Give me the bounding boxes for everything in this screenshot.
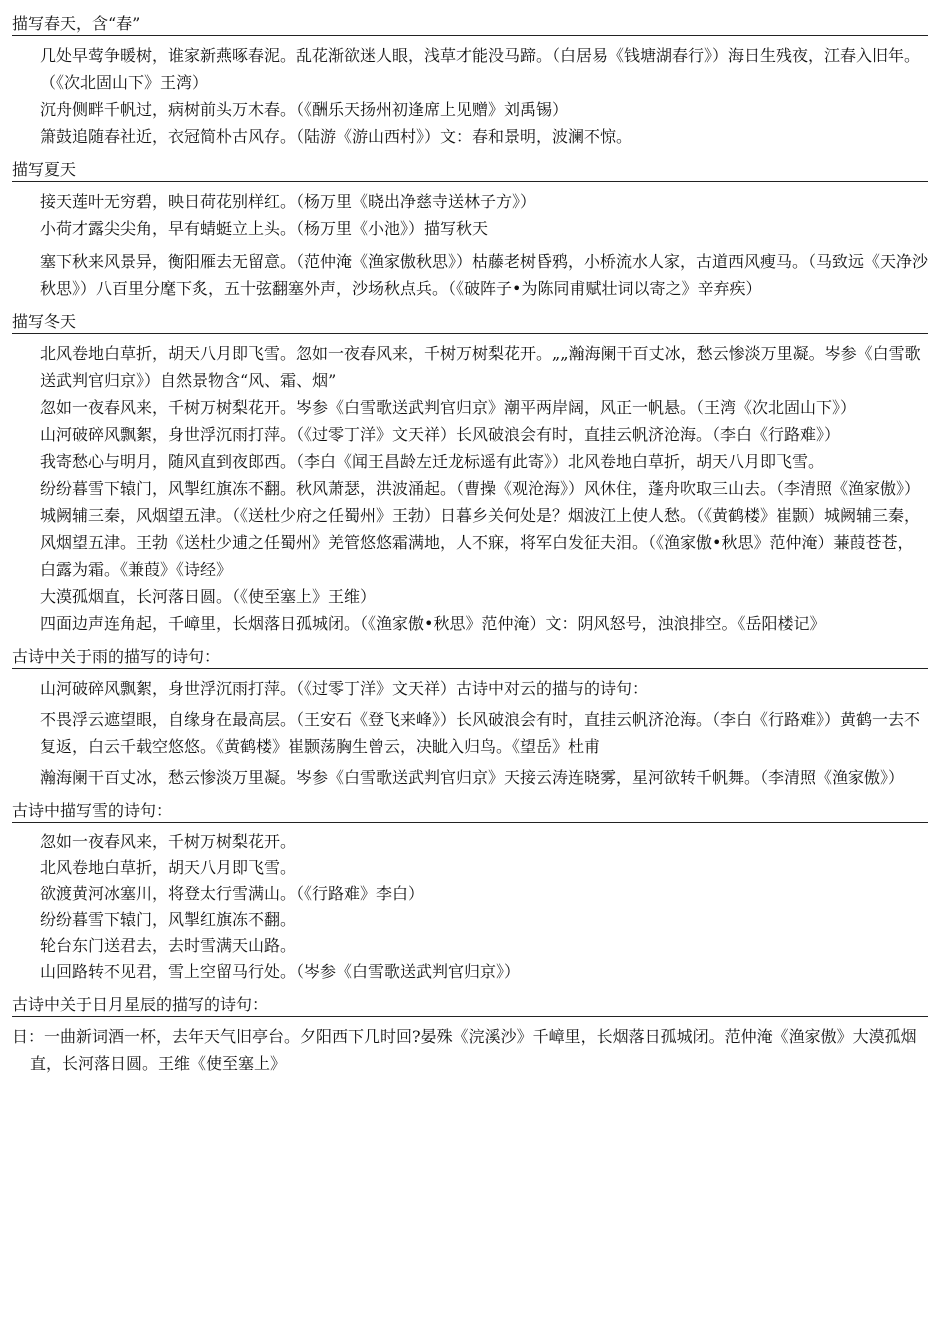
paragraph: 山回路转不见君，雪上空留马行处。（岑参《白雪歌送武判官归京》） [40,962,521,981]
paragraph: 纷纷暮雪下辕门，风掣红旗冻不翻。秋风萧瑟，洪波涌起。（曹操《观沧海》）风休住，蓬舟吹取三山去。（李清照《渔家傲》）城阙辅三秦，风烟望五津。（《送杜少府之任蜀州》王勃）日暮乡关何处是？烟波江上使人愁。（《黄鹤楼》崔颢）城阙辅三秦，风烟望五津。王勃《送杜少逋之任蜀州》羌管悠悠霜满地，人不寐，将军白发征夫泪。（《渔家傲•秋思》范仲淹）蒹葭苍苍，白露为霜。《兼葭》《诗经》 [40,479,921,579]
section-heading: 古诗中描写雪的诗句： [12,801,928,823]
paragraph: 四面边声连角起，千嶂里，长烟落日孤城闭。（《渔家傲•秋思》范仲淹）文：阴风怒号，浊浪排空。《岳阳楼记》 [40,614,826,633]
paragraph: 轮台东门送君去，去时雪满天山路。 [40,936,297,955]
paragraph: 大漠孤烟直，长河落日圆。（《使至塞上》王维） [40,587,377,606]
paragraph: 小荷才露尖尖角，早有蜻蜓立上头。（杨万里《小池》）描写秋天 [40,219,489,238]
section-spring [12,14,928,150]
paragraph: 山河破碎风飘絮，身世浮沉雨打萍。（《过零丁洋》文天祥）古诗中对云的描与的诗句： [40,679,649,698]
section-heading: 描写冬天 [12,312,928,334]
paragraph: 塞下秋来风景异，衡阳雁去无留意。（范仲淹《渔家傲秋思》）枯藤老树昏鸦，小桥流水人家，古道西风瘦马。（马致远《天净沙秋思》）八百里分麾下炙，五十弦翻塞外声，沙场秋点兵。（《破阵子•为陈同甫赋壮词以寄之》辛弃疾） [40,252,929,298]
paragraph: 瀚海阑干百丈冰，愁云惨淡万里凝。岑参《白雪歌送武判官归京》天接云涛连晓雾，星河欲转千帆舞。（李清照《渔家傲》） [40,768,905,787]
section-heading: 古诗中关于日月星辰的描写的诗句： [12,995,928,1017]
paragraph: 纷纷暮雪下辕门，风掣红旗冻不翻。 [40,910,297,929]
paragraph: 忽如一夜春风来，千树万树梨花开。 [40,832,297,851]
section-summer [12,160,928,302]
paragraph: 北风卷地白草折，胡天八月即飞雪。忽如一夜春风来，千树万树梨花开。„„瀚海阑干百丈冰，愁云惨淡万里凝。岑参《白雪歌送武判官归京》）自然景物含“风、霜、烟” [40,344,921,390]
paragraph: 不畏浮云遮望眼，自缘身在最高层。（王安石《登飞来峰》）长风破浪会有时，直挂云帆济沧海。（李白《行路难》）黄鹤一去不复返，白云千载空悠悠。《黄鹤楼》崔颢荡胸生曾云，决眦入归鸟。《望岳》杜甫 [40,710,921,756]
paragraph: 几处早莺争暖树，谁家新燕啄春泥。乱花渐欲迷人眼，浅草才能没马蹄。（白居易《钱塘湖春行》）海日生残夜，江春入旧年。（《次北固山下》王湾） [40,46,921,92]
paragraph: 接天莲叶无穷碧，映日荷花别样红。（杨万里《晓出净慈寺送林子方》） [40,192,537,211]
section-rain [12,647,928,791]
paragraph: 欲渡黄河冰塞川，将登太行雪满山。（《行路难》李白） [40,884,425,903]
paragraph: 北风卷地白草折，胡天八月即飞雪。 [40,858,297,877]
paragraph: 沉舟侧畔千帆过，病树前头万木春。（《酬乐天扬州初逢席上见赠》刘禹锡） [40,100,569,119]
section-snow [12,801,928,985]
section-winter [12,312,928,637]
section-heading: 描写夏天 [12,160,928,182]
paragraph: 我寄愁心与明月，随风直到夜郎西。（李白《闻王昌龄左迁龙标遥有此寄》）北风卷地白草折，胡天八月即飞雪。 [40,452,825,471]
section-heading: 描写春天，含“春” [12,14,928,36]
section-celestial [12,995,928,1077]
section-heading: 古诗中关于雨的描写的诗句： [12,647,928,669]
paragraph: 日：一曲新词酒一杯，去年天气旧亭台。夕阳西下几时回?晏殊《浣溪沙》千嶂里，长烟落日孤城闭。范仲淹《渔家傲》大漠孤烟直，长河落日圆。王维《使至塞上》 [12,1027,917,1073]
paragraph: 箫鼓追随春社近，衣冠简朴古风存。（陆游《游山西村》）文：春和景明，波澜不惊。 [40,127,633,146]
paragraph: 山河破碎风飘絮，身世浮沉雨打萍。（《过零丁洋》文天祥）长风破浪会有时，直挂云帆济沧海。（李白《行路难》） [40,425,841,444]
paragraph: 忽如一夜春风来，千树万树梨花开。岑参《白雪歌送武判官归京》潮平两岸阔，风正一帆悬。（王湾《次北固山下》） [40,398,857,417]
